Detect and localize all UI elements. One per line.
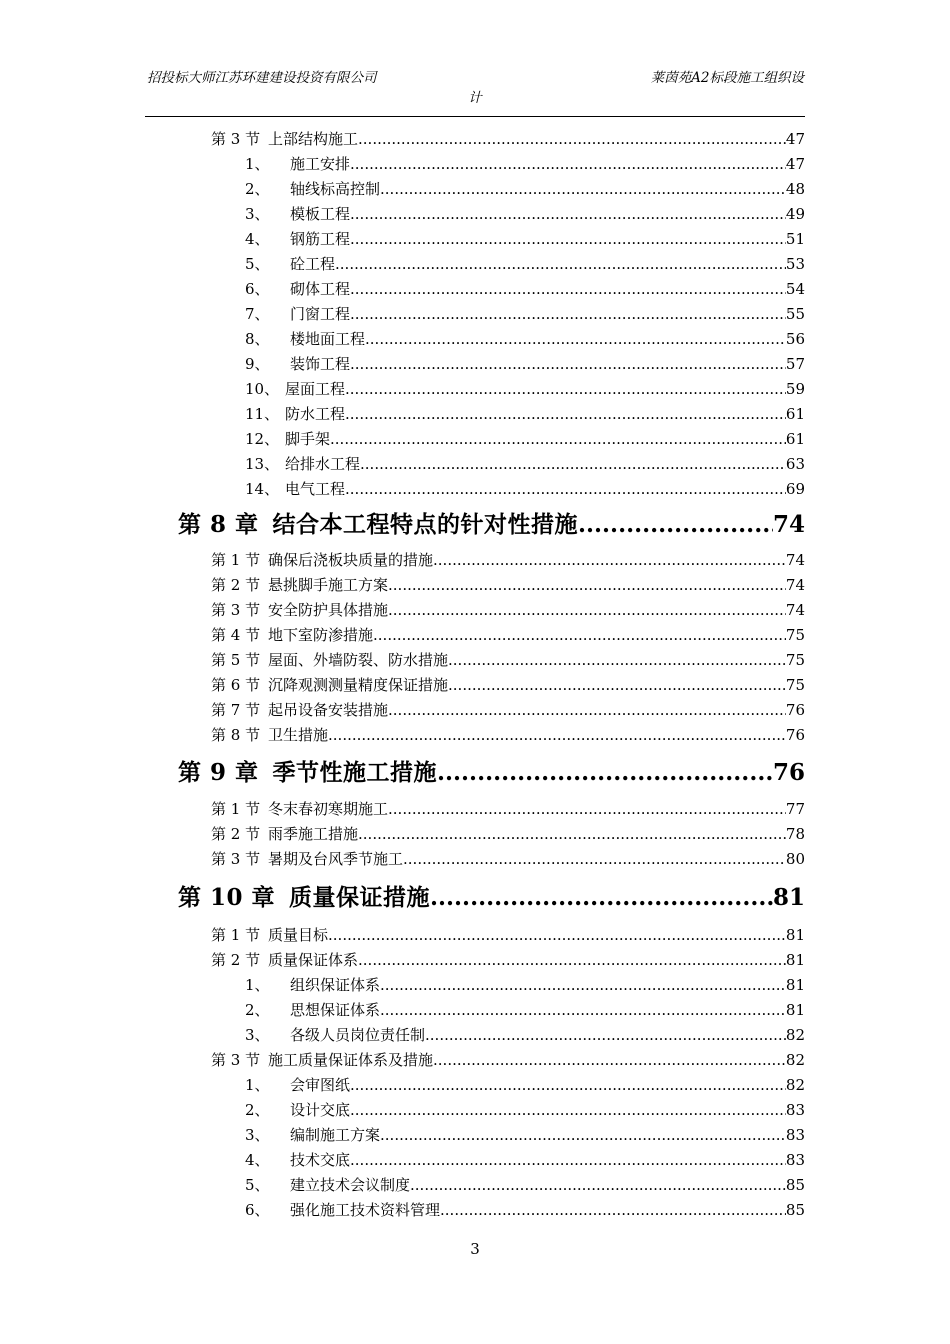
toc-leader-dots	[433, 1050, 786, 1070]
toc-entry-title	[211, 1050, 433, 1070]
toc-chapter-entry[interactable]	[178, 757, 805, 789]
toc-page-number: 81	[772, 884, 805, 911]
toc-page-number: 76	[785, 701, 805, 719]
toc-entry-text: 沉降观测测量精度保证措施	[268, 676, 449, 694]
toc-entry-title	[178, 509, 578, 541]
toc-leader-dots	[350, 1100, 786, 1120]
toc-entry-title	[211, 600, 388, 620]
toc-page-number: 49	[785, 205, 805, 223]
toc-entry-number: 11、	[245, 405, 280, 423]
toc-entry-title	[211, 625, 373, 645]
toc-entry-number: 第 2 节	[211, 825, 261, 843]
toc-entry-number: 第 1 节	[211, 551, 261, 569]
toc-entry-text: 确保后浇板块质量的措施	[268, 551, 434, 569]
toc-entry-text: 砌体工程	[290, 280, 351, 298]
toc-entry-title	[245, 154, 350, 174]
toc-leader-dots	[448, 650, 786, 670]
toc-page-number: 69	[785, 480, 805, 498]
toc-entry-number: 第 9 章	[178, 759, 259, 786]
toc-entry-text: 季节性施工措施	[272, 759, 438, 786]
toc-entry-text: 组织保证体系	[290, 976, 381, 994]
toc-entry-title	[245, 354, 350, 374]
toc-page-number: 75	[785, 676, 805, 694]
toc-page-number: 57	[785, 355, 805, 373]
toc-page-number: 53	[785, 255, 805, 273]
toc-entry-number: 第 8 章	[178, 511, 259, 538]
toc-page-number: 63	[785, 455, 805, 473]
toc-entry-title	[245, 1000, 380, 1020]
toc-leader-dots	[365, 329, 786, 349]
toc-entry-text: 钢筋工程	[290, 230, 351, 248]
toc-page-number: 81	[785, 926, 805, 944]
toc-entry-number: 第 2 节	[211, 951, 261, 969]
toc-section-entry[interactable]	[211, 1050, 805, 1070]
toc-entry-number: 10、	[245, 380, 280, 398]
toc-entry-title	[178, 882, 430, 914]
toc-item-entry[interactable]	[245, 429, 805, 449]
toc-leader-dots	[430, 882, 773, 914]
toc-entry-title	[245, 179, 380, 199]
toc-entry-title	[245, 254, 335, 274]
header-rule	[145, 116, 805, 117]
toc-entry-number: 3、	[245, 1126, 270, 1144]
toc-entry-text: 装饰工程	[290, 355, 351, 373]
toc-entry-number: 4、	[245, 1151, 270, 1169]
toc-leader-dots	[330, 429, 786, 449]
toc-leader-dots	[350, 354, 786, 374]
toc-entry-number: 1、	[245, 976, 270, 994]
toc-item-entry[interactable]	[245, 179, 805, 199]
toc-entry-number: 第 6 节	[211, 676, 261, 694]
toc-entry-number: 3、	[245, 205, 270, 223]
toc-page-number: 74	[772, 511, 805, 538]
toc-item-entry[interactable]	[245, 479, 805, 499]
toc-page-number: 81	[785, 1001, 805, 1019]
page-number: 3	[470, 1240, 480, 1258]
toc-leader-dots	[345, 479, 786, 499]
toc-page-number: 74	[785, 576, 805, 594]
toc-section-entry[interactable]	[211, 550, 805, 570]
toc-page-number: 81	[785, 951, 805, 969]
toc-leader-dots	[388, 575, 786, 595]
toc-entry-title	[211, 950, 358, 970]
toc-entry-title	[245, 1100, 350, 1120]
toc-leader-dots	[425, 1025, 786, 1045]
toc-leader-dots	[440, 1200, 786, 1220]
toc-page-number: 85	[785, 1176, 805, 1194]
toc-entry-number: 1、	[245, 1076, 270, 1094]
toc-item-entry[interactable]	[245, 329, 805, 349]
toc-entry-text: 地下室防渗措施	[268, 626, 374, 644]
toc-page-number: 83	[785, 1151, 805, 1169]
toc-entry-text: 编制施工方案	[290, 1126, 381, 1144]
toc-entry-text: 模板工程	[290, 205, 351, 223]
toc-entry-title	[245, 204, 350, 224]
toc-page-number: 81	[785, 976, 805, 994]
toc-entry-title	[211, 824, 358, 844]
toc-leader-dots	[335, 254, 786, 274]
toc-section-entry[interactable]	[211, 950, 805, 970]
toc-leader-dots	[448, 675, 786, 695]
toc-item-entry[interactable]	[245, 279, 805, 299]
toc-entry-title	[245, 1200, 440, 1220]
toc-leader-dots	[433, 550, 786, 570]
toc-page-number: 83	[785, 1101, 805, 1119]
toc-section-entry[interactable]	[211, 700, 805, 720]
toc-entry-text: 悬挑脚手施工方案	[268, 576, 389, 594]
toc-page-number: 76	[772, 759, 805, 786]
toc-entry-number: 6、	[245, 1201, 270, 1219]
toc-leader-dots	[578, 509, 773, 541]
toc-leader-dots	[388, 700, 786, 720]
toc-entry-number: 5、	[245, 1176, 270, 1194]
toc-entry-title	[245, 229, 350, 249]
toc-section-entry[interactable]	[211, 824, 805, 844]
header-document-title-wrap: 计	[468, 90, 482, 106]
toc-entry-text: 卫生措施	[268, 726, 329, 744]
toc-chapter-entry[interactable]	[178, 882, 805, 914]
toc-entry-text: 设计交底	[290, 1101, 351, 1119]
toc-entry-number: 14、	[245, 480, 280, 498]
toc-page-number: 55	[785, 305, 805, 323]
toc-leader-dots	[403, 849, 786, 869]
toc-entry-title	[245, 1175, 410, 1195]
toc-entry-number: 第 4 节	[211, 626, 261, 644]
toc-item-entry[interactable]	[245, 304, 805, 324]
toc-page-number: 59	[785, 380, 805, 398]
toc-leader-dots	[410, 1175, 786, 1195]
toc-item-entry[interactable]	[245, 354, 805, 374]
toc-entry-title	[211, 700, 388, 720]
toc-section-entry[interactable]	[211, 725, 805, 745]
toc-page-number: 83	[785, 1126, 805, 1144]
toc-leader-dots	[350, 154, 786, 174]
toc-entry-number: 第 1 节	[211, 800, 261, 818]
toc-item-entry[interactable]	[245, 404, 805, 424]
toc-page-number: 82	[785, 1026, 805, 1044]
toc-leader-dots	[380, 975, 786, 995]
toc-entry-text: 思想保证体系	[290, 1001, 381, 1019]
toc-leader-dots	[350, 279, 786, 299]
toc-entry-title	[211, 575, 388, 595]
toc-section-entry[interactable]	[211, 129, 805, 149]
toc-entry-title	[245, 975, 380, 995]
toc-entry-text: 雨季施工措施	[268, 825, 359, 843]
toc-page-number: 61	[785, 405, 805, 423]
toc-leader-dots	[350, 1075, 786, 1095]
toc-page-number: 80	[785, 850, 805, 868]
toc-entry-number: 第 2 节	[211, 576, 261, 594]
toc-entry-title	[245, 279, 350, 299]
toc-entry-number: 第 1 节	[211, 926, 261, 944]
toc-section-entry[interactable]	[211, 600, 805, 620]
toc-entry-number: 7、	[245, 305, 270, 323]
toc-leader-dots	[380, 1000, 786, 1020]
toc-entry-text: 质量保证措施	[289, 884, 431, 911]
toc-section-entry[interactable]	[211, 675, 805, 695]
toc-entry-number: 2、	[245, 1001, 270, 1019]
toc-page-number: 82	[785, 1076, 805, 1094]
toc-entry-number: 5、	[245, 255, 270, 273]
toc-entry-number: 8、	[245, 330, 270, 348]
toc-leader-dots	[328, 925, 786, 945]
toc-page-number: 48	[785, 180, 805, 198]
toc-entry-number: 第 10 章	[178, 884, 276, 911]
toc-leader-dots	[437, 757, 773, 789]
toc-page-number: 74	[785, 551, 805, 569]
toc-leader-dots	[358, 950, 786, 970]
toc-leader-dots	[358, 129, 786, 149]
toc-entry-number: 12、	[245, 430, 280, 448]
toc-entry-number: 第 8 节	[211, 726, 261, 744]
toc-entry-text: 质量保证体系	[268, 951, 359, 969]
toc-section-entry[interactable]	[211, 925, 805, 945]
toc-page-number: 85	[785, 1201, 805, 1219]
toc-entry-text: 各级人员岗位责任制	[290, 1026, 426, 1044]
toc-entry-title	[211, 799, 388, 819]
toc-entry-text: 施工质量保证体系及措施	[268, 1051, 434, 1069]
toc-entry-title	[245, 479, 345, 499]
toc-leader-dots	[388, 799, 786, 819]
toc-entry-title	[211, 550, 433, 570]
toc-page-number: 75	[785, 651, 805, 669]
toc-entry-title	[211, 849, 403, 869]
toc-leader-dots	[345, 404, 786, 424]
toc-item-entry[interactable]	[245, 1150, 805, 1170]
toc-entry-text: 暑期及台风季节施工	[268, 850, 404, 868]
toc-item-entry[interactable]	[245, 379, 805, 399]
toc-entry-title	[245, 1125, 380, 1145]
toc-entry-title	[245, 379, 345, 399]
toc-entry-number: 13、	[245, 455, 280, 473]
toc-entry-text: 屋面工程	[285, 380, 346, 398]
toc-entry-text: 质量目标	[268, 926, 329, 944]
toc-item-entry[interactable]	[245, 454, 805, 474]
toc-item-entry[interactable]	[245, 1100, 805, 1120]
toc-entry-number: 第 3 节	[211, 601, 261, 619]
toc-entry-text: 安全防护具体措施	[268, 601, 389, 619]
toc-item-entry[interactable]	[245, 1175, 805, 1195]
toc-entry-number: 9、	[245, 355, 270, 373]
toc-item-entry[interactable]	[245, 254, 805, 274]
toc-entry-number: 第 3 节	[211, 1051, 261, 1069]
toc-entry-text: 施工安排	[290, 155, 351, 173]
toc-page-number: 51	[785, 230, 805, 248]
toc-leader-dots	[350, 229, 786, 249]
toc-page-number: 47	[785, 155, 805, 173]
toc-section-entry[interactable]	[211, 799, 805, 819]
toc-entry-number: 2、	[245, 180, 270, 198]
toc-entry-number: 第 5 节	[211, 651, 261, 669]
toc-leader-dots	[350, 304, 786, 324]
toc-entry-title	[211, 129, 358, 149]
toc-entry-text: 起吊设备安装措施	[268, 701, 389, 719]
toc-entry-title	[178, 757, 437, 789]
toc-item-entry[interactable]	[245, 204, 805, 224]
toc-entry-text: 楼地面工程	[290, 330, 366, 348]
toc-leader-dots	[358, 824, 786, 844]
toc-entry-number: 2、	[245, 1101, 270, 1119]
toc-entry-text: 结合本工程特点的针对性措施	[272, 511, 579, 538]
toc-entry-title	[211, 650, 448, 670]
toc-entry-text: 脚手架	[285, 430, 331, 448]
toc-entry-title	[245, 429, 330, 449]
toc-entry-title	[245, 1025, 425, 1045]
toc-page-number: 78	[785, 825, 805, 843]
toc-page-number: 56	[785, 330, 805, 348]
toc-leader-dots	[345, 379, 786, 399]
toc-section-entry[interactable]	[211, 849, 805, 869]
toc-entry-text: 门窗工程	[290, 305, 351, 323]
toc-page-number: 47	[785, 130, 805, 148]
toc-entry-number: 4、	[245, 230, 270, 248]
toc-item-entry[interactable]	[245, 975, 805, 995]
toc-entry-title	[211, 925, 328, 945]
toc-page-number: 77	[785, 800, 805, 818]
toc-entry-title	[245, 304, 350, 324]
toc-item-entry[interactable]	[245, 1025, 805, 1045]
toc-entry-text: 屋面、外墙防裂、防水措施	[268, 651, 449, 669]
toc-entry-number: 6、	[245, 280, 270, 298]
toc-page-number: 76	[785, 726, 805, 744]
toc-entry-text: 砼工程	[290, 255, 336, 273]
toc-chapter-entry[interactable]	[178, 509, 805, 541]
toc-page-number: 61	[785, 430, 805, 448]
toc-section-entry[interactable]	[211, 575, 805, 595]
toc-item-entry[interactable]	[245, 1125, 805, 1145]
toc-entry-title	[245, 404, 345, 424]
toc-page-number: 54	[785, 280, 805, 298]
toc-entry-text: 防水工程	[285, 405, 346, 423]
toc-leader-dots	[380, 1125, 786, 1145]
toc-section-entry[interactable]	[211, 625, 805, 645]
toc-entry-number: 第 3 节	[211, 130, 261, 148]
toc-entry-text: 给排水工程	[285, 455, 361, 473]
toc-entry-text: 上部结构施工	[268, 130, 359, 148]
toc-entry-title	[245, 1075, 350, 1095]
header-document-title: 莱茵苑A2标段施工组织设	[650, 70, 804, 86]
toc-leader-dots	[328, 725, 786, 745]
toc-entry-title	[245, 1150, 350, 1170]
toc-leader-dots	[350, 204, 786, 224]
toc-entry-title	[211, 675, 448, 695]
toc-item-entry[interactable]	[245, 1000, 805, 1020]
toc-item-entry[interactable]	[245, 1075, 805, 1095]
toc-entry-title	[211, 725, 328, 745]
toc-entry-text: 建立技术会议制度	[290, 1176, 411, 1194]
toc-entry-text: 会审图纸	[290, 1076, 351, 1094]
toc-entry-text: 冬末春初寒期施工	[268, 800, 389, 818]
toc-leader-dots	[360, 454, 786, 474]
toc-leader-dots	[380, 179, 786, 199]
toc-leader-dots	[388, 600, 786, 620]
header-company: 招投标大师江苏环建建设投资有限公司	[147, 70, 377, 86]
toc-leader-dots	[350, 1150, 786, 1170]
toc-entry-text: 技术交底	[290, 1151, 351, 1169]
toc-item-entry[interactable]	[245, 154, 805, 174]
toc-entry-text: 电气工程	[285, 480, 346, 498]
toc-leader-dots	[373, 625, 786, 645]
toc-entry-number: 第 7 节	[211, 701, 261, 719]
toc-entry-text: 强化施工技术资料管理	[290, 1201, 441, 1219]
toc-entry-text: 轴线标高控制	[290, 180, 381, 198]
toc-section-entry[interactable]	[211, 650, 805, 670]
toc-page-number: 82	[785, 1051, 805, 1069]
toc-entry-number: 第 3 节	[211, 850, 261, 868]
toc-entry-title	[245, 454, 360, 474]
toc-item-entry[interactable]	[245, 1200, 805, 1220]
toc-entry-number: 1、	[245, 155, 270, 173]
toc-entry-number: 3、	[245, 1026, 270, 1044]
toc-entry-title	[245, 329, 365, 349]
toc-item-entry[interactable]	[245, 229, 805, 249]
toc-page-number: 75	[785, 626, 805, 644]
toc-page-number: 74	[785, 601, 805, 619]
